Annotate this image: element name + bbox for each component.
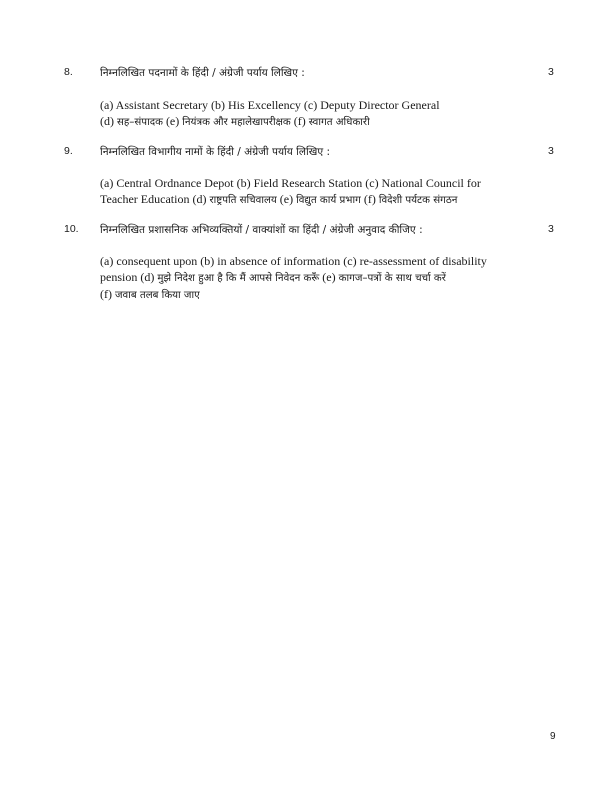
option-text: (f) [290,114,309,128]
question-prompt: निम्नलिखित पदनामों के हिंदी / अंग्रेजी पर्याय लिखिए : [100,67,305,79]
question-number: 10. [64,223,79,235]
question-marks: 3 [548,66,554,78]
option-text: (f) [360,192,379,206]
option-text: राष्ट्रपति सचिवालय [209,195,277,206]
option-text: (f) [100,287,115,301]
question-prompt: निम्नलिखित विभागीय नामों के हिंदी / अंग्रेजी पर्याय लिखिए : [100,146,331,158]
question-number: 9. [64,145,73,157]
option-text: विदेशी पर्यटक संगठन [378,195,458,206]
option-line [100,191,560,208]
option-line [100,113,560,130]
option-text: (a) Central Ordnance Depot (b) Field Research Station (c) National Council for [100,176,481,190]
option-line [100,97,560,113]
option-text: सह–संपादक [117,117,163,128]
option-text: (d) [100,114,117,128]
option-text: pension (d) [100,270,158,284]
page-number: 9 [550,731,556,742]
question-marks: 3 [548,223,554,235]
option-text: (e) [162,114,183,128]
option-text: नियंत्रक और महालेखापरीक्षक [182,117,291,128]
option-line [100,286,560,303]
option-line [100,269,560,286]
question-prompt: निम्नलिखित प्रशासनिक अभिव्यक्तियों / वाक्यांशों का हिंदी / अंग्रेजी अनुवाद कीजिए : [100,224,423,236]
option-text: जवाब तलब किया जाए [115,290,200,301]
option-line [100,253,560,269]
option-line [100,175,560,191]
option-text: (e) [276,192,297,206]
question-options [100,97,560,130]
option-text: स्वागत अधिकारी [308,117,370,128]
question-marks: 3 [548,145,554,157]
option-text: (e) [319,270,339,284]
option-text: विद्युत कार्य प्रभाग [296,195,361,206]
question-options [100,175,560,208]
question-number: 8. [64,66,73,78]
option-text: (a) consequent upon (b) in absence of information (c) re-assessment of disability [100,254,487,268]
option-text: मुझे निदेश हुआ है कि मैं आपसे निवेदन करूँ [157,273,320,284]
question-options [100,253,560,303]
option-text: कागज–पत्रों के साथ चर्चा करें [338,273,446,284]
option-text: (a) Assistant Secretary (b) His Excellency (c) Deputy Director General [100,98,440,112]
option-text: Teacher Education (d) [100,192,210,206]
